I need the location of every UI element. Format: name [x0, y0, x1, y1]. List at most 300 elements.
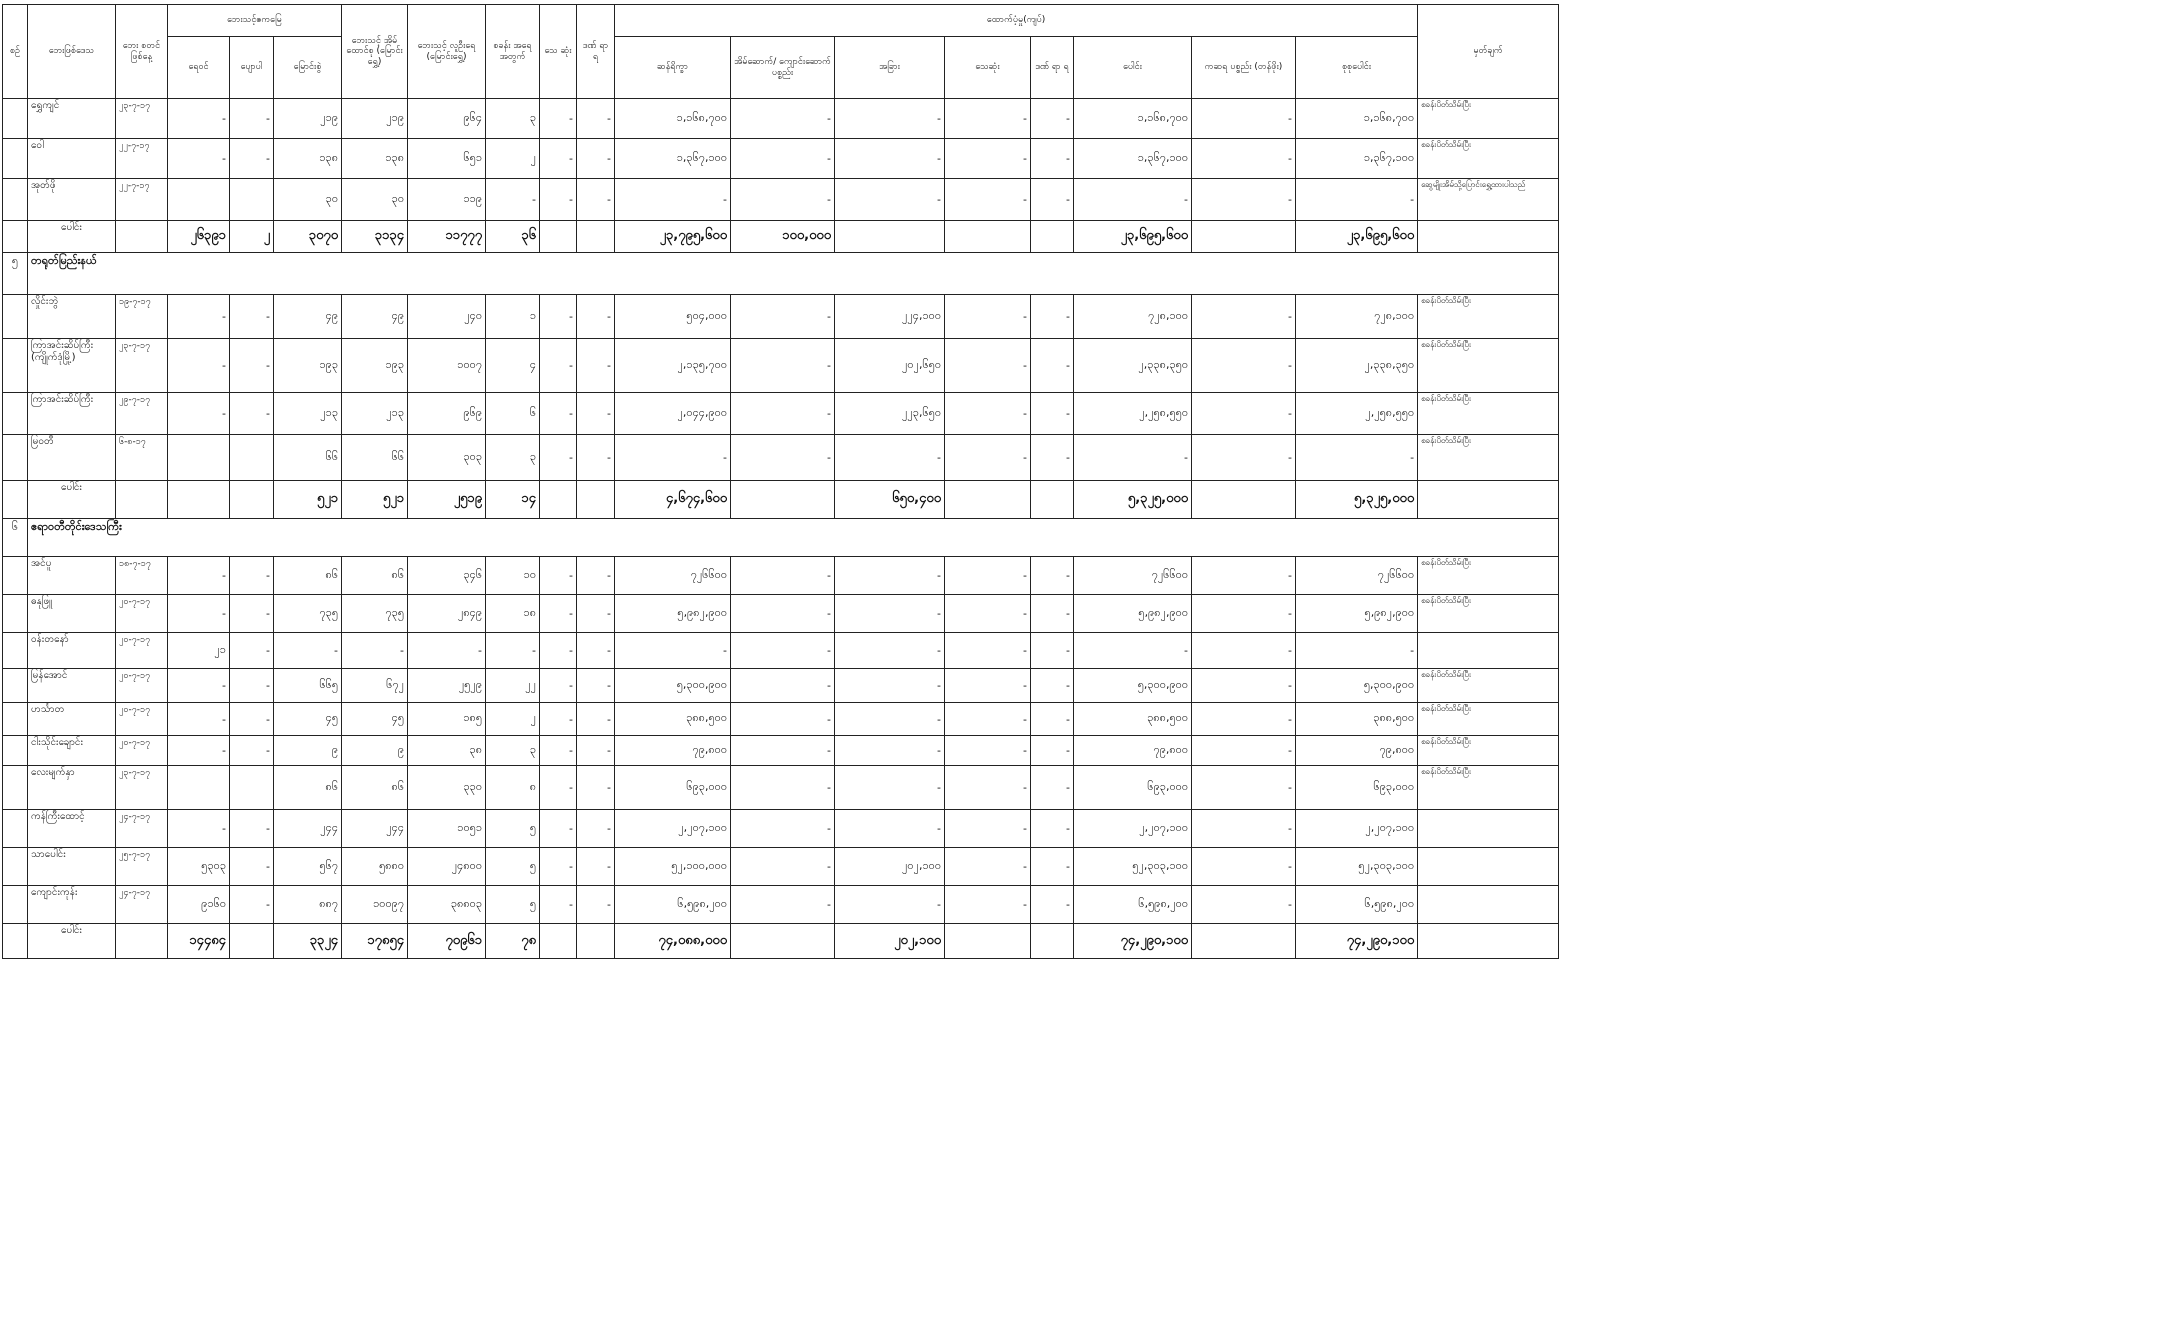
table-row: [3, 557, 1559, 595]
total-row: [3, 924, 1559, 959]
total-label: ပေါင်း: [28, 924, 116, 959]
cell-paddy: [168, 435, 230, 481]
total-row: [3, 481, 1559, 519]
cell-hh: ၈၆: [342, 557, 408, 595]
remarks: စခန်းပိတ်သိမ်းပြီး: [1418, 669, 1559, 703]
cell-mixed: ၈၈၇: [274, 886, 342, 924]
row-number-cell: [3, 736, 28, 766]
total-med: [945, 221, 1031, 253]
cell-camps: ၃: [486, 99, 540, 139]
remarks: [1418, 633, 1559, 669]
total-row: [3, 221, 1559, 253]
cell-goods: -: [1192, 633, 1296, 669]
total-remarks: [1418, 481, 1559, 519]
cell-injury: -: [1031, 633, 1074, 669]
cell-mixed: ၁၉၃: [274, 339, 342, 393]
total-grand: ၂၃,၆၉၅,၆၀၀: [1296, 221, 1418, 253]
start-date: ၆-၈-၁၇: [116, 435, 168, 481]
cell-house: -: [731, 810, 835, 848]
cell-cash: -: [615, 179, 731, 221]
cell-camps: ၁၈: [486, 595, 540, 633]
cell-missing: -: [577, 703, 615, 736]
total-goods: [1192, 481, 1296, 519]
cell-injury: -: [1031, 99, 1074, 139]
cell-med: -: [945, 179, 1031, 221]
cell-grand: -: [1296, 179, 1418, 221]
start-date: ၂၃-၇-၁၇: [116, 766, 168, 810]
total-remarks: [1418, 221, 1559, 253]
cell-cash: ၅၀၄,၀၀၀: [615, 295, 731, 339]
area-name: မြဝတီ: [28, 435, 116, 481]
table-row: [3, 810, 1559, 848]
total-label: ပေါင်း: [28, 481, 116, 519]
total-cash: ၇၄,၀၈၈,၀၀၀: [615, 924, 731, 959]
cell-cash: ၂,၁၃၅,၇၀၀: [615, 339, 731, 393]
cell-camps: ၄: [486, 339, 540, 393]
table-row: [3, 703, 1559, 736]
cell-dead: -: [540, 848, 577, 886]
cell-dead: -: [540, 179, 577, 221]
cell-mixed: ၂၁၃: [274, 393, 342, 435]
cell-grand: -: [1296, 633, 1418, 669]
cell-injury: -: [1031, 810, 1074, 848]
cell-grand: ၆,၅၉၈,၂၀၀: [1296, 886, 1418, 924]
cell-paddy: -: [168, 703, 230, 736]
total-date-cell: [116, 924, 168, 959]
start-date: ၁၉-၇-၁၇: [116, 295, 168, 339]
total-cash: ၄,၆၇၄,၆၀၀: [615, 481, 731, 519]
row-number-cell: [3, 139, 28, 179]
cell-other: ၂၂၄,၁၀၀: [835, 295, 945, 339]
cell-paddy: -: [168, 736, 230, 766]
cell-mixed: ၆၆: [274, 435, 342, 481]
cell-paddy: ၅၃၀၃: [168, 848, 230, 886]
cell-dead: -: [540, 139, 577, 179]
total-pp: ၁၁၇၇၇: [408, 221, 486, 253]
start-date: ၂၀-၇-၁၇: [116, 703, 168, 736]
cell-sesame: -: [230, 703, 274, 736]
col-group-aid: ထောက်ပံ့မှု(ကျပ်): [615, 5, 1418, 37]
total-other: ၆၅၀,၄၀၀: [835, 481, 945, 519]
cell-goods: -: [1192, 766, 1296, 810]
cell-total: -: [1074, 179, 1192, 221]
cell-hh: ၇၃၅: [342, 595, 408, 633]
cell-other: -: [835, 557, 945, 595]
table-row: [3, 848, 1559, 886]
cell-other: -: [835, 179, 945, 221]
cell-missing: -: [577, 886, 615, 924]
col-house: အိမ်ဆောက်/ ကျောင်းဆောက် ပစ္စည်း: [731, 37, 835, 99]
cell-med: -: [945, 766, 1031, 810]
cell-mixed: ၁၃၈: [274, 139, 342, 179]
cell-hh: ၄၅: [342, 703, 408, 736]
cell-hh: ၂၁၃: [342, 393, 408, 435]
cell-camps: ၃: [486, 736, 540, 766]
table-row: [3, 595, 1559, 633]
col-dead: သေ ဆုံး: [540, 5, 577, 99]
cell-hh: ၂၄၄: [342, 810, 408, 848]
cell-injury: -: [1031, 595, 1074, 633]
total-missing: [577, 481, 615, 519]
total-grand: ၅,၃၂၅,၀၀၀: [1296, 481, 1418, 519]
col-date: ဘေး စတင် ဖြစ်နေ့: [116, 5, 168, 99]
cell-camps: ၅: [486, 886, 540, 924]
col-missing: ဒဏ် ရာ ရ: [577, 5, 615, 99]
cell-total: ၁,၃၆၇,၁၀၀: [1074, 139, 1192, 179]
col-goods: ကဆရ ပစ္စည်း (တန်ဖိုး): [1192, 37, 1296, 99]
total-mixed: ၃၀၇၀: [274, 221, 342, 253]
start-date: ၂၀-၇-၁၇: [116, 595, 168, 633]
cell-injury: -: [1031, 435, 1074, 481]
cell-sesame: [230, 766, 274, 810]
total-label: ပေါင်း: [28, 221, 116, 253]
table-row: [3, 736, 1559, 766]
cell-house: -: [731, 339, 835, 393]
section-row: [3, 519, 1559, 557]
cell-pp: ၃၈၈၀၃: [408, 886, 486, 924]
col-no: စဉ်: [3, 5, 28, 99]
row-number-cell: [3, 669, 28, 703]
cell-grand: ၃၈၈,၅၀၀: [1296, 703, 1418, 736]
cell-paddy: [168, 766, 230, 810]
table-row: [3, 295, 1559, 339]
cell-other: -: [835, 595, 945, 633]
cell-other: -: [835, 766, 945, 810]
cell-mixed: ၆၆၅: [274, 669, 342, 703]
area-name: လှိုင်းဘွဲ: [28, 295, 116, 339]
cell-cash: ၅,၃၀၀,၉၀၀: [615, 669, 731, 703]
table-row: [3, 766, 1559, 810]
total-sesame: ၂: [230, 221, 274, 253]
cell-sesame: -: [230, 139, 274, 179]
row-number-cell: [3, 393, 28, 435]
cell-dead: -: [540, 557, 577, 595]
cell-dead: -: [540, 633, 577, 669]
area-name: ဝန်းတနော်: [28, 633, 116, 669]
cell-missing: -: [577, 139, 615, 179]
cell-goods: -: [1192, 139, 1296, 179]
cell-mixed: ၇၃၅: [274, 595, 342, 633]
cell-dead: -: [540, 810, 577, 848]
col-grand: စုစုပေါင်း: [1296, 37, 1418, 99]
section-title: တရုတ်မြည်းနယ်: [28, 253, 1559, 295]
cell-goods: -: [1192, 669, 1296, 703]
remarks: စခန်းပိတ်သိမ်းပြီး: [1418, 557, 1559, 595]
cell-missing: -: [577, 633, 615, 669]
cell-cash: ၆,၅၉၈,၂၀၀: [615, 886, 731, 924]
row-number-cell: [3, 886, 28, 924]
cell-house: -: [731, 179, 835, 221]
total-injury: [1031, 481, 1074, 519]
cell-camps: ၁: [486, 295, 540, 339]
cell-hh: ၄၉: [342, 295, 408, 339]
cell-med: -: [945, 557, 1031, 595]
cell-other: -: [835, 633, 945, 669]
cell-pp: ၂၄၀: [408, 295, 486, 339]
cell-camps: ၃: [486, 435, 540, 481]
total-missing: [577, 924, 615, 959]
cell-cash: ၅,၉၈၂,၉၀၀: [615, 595, 731, 633]
start-date: ၂၂-၇-၁၇: [116, 179, 168, 221]
cell-house: -: [731, 703, 835, 736]
cell-mixed: ၈၆: [274, 557, 342, 595]
cell-camps: ၅: [486, 848, 540, 886]
cell-goods: -: [1192, 179, 1296, 221]
col-sesame: ပျောပါ: [230, 37, 274, 99]
total-med: [945, 481, 1031, 519]
total-grand: ၇၄,၂၉၀,၁၀၀: [1296, 924, 1418, 959]
area-name: ကြာအင်းဆိပ်ကြီး (ကျိုက်ဒုံမြို့): [28, 339, 116, 393]
cell-cash: ၇၉,၈၀၀: [615, 736, 731, 766]
cell-pp: ၁၀၅၁: [408, 810, 486, 848]
cell-pp: ၃၄၆: [408, 557, 486, 595]
cell-missing: -: [577, 766, 615, 810]
cell-paddy: ၂၁: [168, 633, 230, 669]
cell-goods: -: [1192, 393, 1296, 435]
cell-mixed: ၈၆: [274, 766, 342, 810]
cell-goods: -: [1192, 703, 1296, 736]
cell-dead: -: [540, 669, 577, 703]
cell-med: -: [945, 339, 1031, 393]
remarks: စခန်းပိတ်သိမ်းပြီး: [1418, 295, 1559, 339]
remarks: စခန်းပိတ်သိမ်းပြီး: [1418, 139, 1559, 179]
start-date: ၂၀-၇-၁၇: [116, 633, 168, 669]
cell-med: -: [945, 139, 1031, 179]
cell-med: -: [945, 736, 1031, 766]
cell-house: -: [731, 595, 835, 633]
total-hh: ၃၁၃၄: [342, 221, 408, 253]
section-number: ၆: [3, 519, 28, 557]
cell-grand: ၇၉,၈၀၀: [1296, 736, 1418, 766]
row-number-cell: [3, 766, 28, 810]
cell-total: ၇၂၈,၁၀၀: [1074, 295, 1192, 339]
remarks: စခန်းပိတ်သိမ်းပြီး: [1418, 99, 1559, 139]
total-house: [731, 481, 835, 519]
remarks: စခန်းပိတ်သိမ်းပြီး: [1418, 703, 1559, 736]
cell-camps: -: [486, 633, 540, 669]
cell-paddy: -: [168, 393, 230, 435]
total-sesame: [230, 924, 274, 959]
cell-paddy: -: [168, 99, 230, 139]
total-pp: ၂၅၁၉: [408, 481, 486, 519]
cell-hh: ၆၇၂: [342, 669, 408, 703]
remarks: [1418, 810, 1559, 848]
cell-med: -: [945, 703, 1031, 736]
cell-cash: ၂,၀၄၄,၉၀၀: [615, 393, 731, 435]
row-number-cell: [3, 295, 28, 339]
cell-pp: ၉၆၉: [408, 393, 486, 435]
cell-pp: ၂၈၄၉: [408, 595, 486, 633]
cell-paddy: -: [168, 669, 230, 703]
cell-hh: ၉: [342, 736, 408, 766]
table-row: [3, 669, 1559, 703]
cell-other: -: [835, 810, 945, 848]
cell-hh: ၁၃၈: [342, 139, 408, 179]
total-injury: [1031, 924, 1074, 959]
total-dead: [540, 924, 577, 959]
section-row: [3, 253, 1559, 295]
total-house: [731, 924, 835, 959]
area-name: ဝေါ: [28, 139, 116, 179]
cell-dead: -: [540, 886, 577, 924]
area-name: အုတ်ဖို: [28, 179, 116, 221]
cell-grand: ၅,၉၈၂,၉၀၀: [1296, 595, 1418, 633]
total-other: ၂၀၂,၁၀၀: [835, 924, 945, 959]
cell-other: -: [835, 703, 945, 736]
remarks: [1418, 848, 1559, 886]
disaster-report-table: [2, 4, 1559, 959]
cell-dead: -: [540, 393, 577, 435]
cell-hh: ၈၆: [342, 766, 408, 810]
cell-goods: -: [1192, 557, 1296, 595]
cell-med: -: [945, 595, 1031, 633]
cell-paddy: [168, 179, 230, 221]
cell-mixed: ၉: [274, 736, 342, 766]
cell-missing: -: [577, 595, 615, 633]
total-paddy: ၂၆၃၉၁: [168, 221, 230, 253]
cell-hh: ၆၆: [342, 435, 408, 481]
cell-missing: -: [577, 848, 615, 886]
cell-total: ၆၉၃,၀၀၀: [1074, 766, 1192, 810]
cell-house: -: [731, 557, 835, 595]
cell-pp: ၁၈၅: [408, 703, 486, 736]
cell-missing: -: [577, 295, 615, 339]
cell-grand: ၂,၂၅၈,၅၅၀: [1296, 393, 1418, 435]
total-sesame: [230, 481, 274, 519]
cell-dead: -: [540, 703, 577, 736]
start-date: ၂၅-၇-၁၇: [116, 848, 168, 886]
cell-injury: -: [1031, 886, 1074, 924]
cell-goods: -: [1192, 886, 1296, 924]
col-camps: စခန်း အရေ အတွက်: [486, 5, 540, 99]
cell-other: ၂၀၂,၆၅၀: [835, 339, 945, 393]
cell-dead: -: [540, 99, 577, 139]
col-med: သေဆုံး: [945, 37, 1031, 99]
cell-goods: -: [1192, 99, 1296, 139]
cell-sesame: -: [230, 633, 274, 669]
cell-sesame: [230, 435, 274, 481]
cell-paddy: -: [168, 810, 230, 848]
cell-missing: -: [577, 339, 615, 393]
cell-hh: ၁၉၃: [342, 339, 408, 393]
cell-med: -: [945, 810, 1031, 848]
cell-injury: -: [1031, 295, 1074, 339]
cell-mixed: ၂၁၉: [274, 99, 342, 139]
cell-mixed: -: [274, 633, 342, 669]
row-number-cell: [3, 848, 28, 886]
cell-missing: -: [577, 179, 615, 221]
cell-sesame: [230, 179, 274, 221]
cell-injury: -: [1031, 179, 1074, 221]
cell-dead: -: [540, 766, 577, 810]
cell-pp: ၂၅၂၉: [408, 669, 486, 703]
cell-injury: -: [1031, 393, 1074, 435]
col-people: ဘေးသင့် လူဦးရေ (မြောင်းရွှေ့): [408, 5, 486, 99]
total-camps: ၁၄: [486, 481, 540, 519]
cell-house: -: [731, 139, 835, 179]
cell-hh: ၅၈၈၀: [342, 848, 408, 886]
total-total: ၅,၃၂၅,၀၀၀: [1074, 481, 1192, 519]
cell-paddy: -: [168, 139, 230, 179]
table-row: [3, 179, 1559, 221]
total-paddy: [168, 481, 230, 519]
total-missing: [577, 221, 615, 253]
total-number-cell: [3, 924, 28, 959]
cell-cash: ၁,၁၆၈,၇၀၀: [615, 99, 731, 139]
row-number-cell: [3, 810, 28, 848]
total-total: ၂၃,၆၉၅,၆၀၀: [1074, 221, 1192, 253]
total-goods: [1192, 221, 1296, 253]
cell-med: -: [945, 393, 1031, 435]
start-date: ၂၃-၇-၁၇: [116, 339, 168, 393]
area-name: သာပေါင်း: [28, 848, 116, 886]
cell-paddy: -: [168, 339, 230, 393]
cell-injury: -: [1031, 736, 1074, 766]
cell-missing: -: [577, 810, 615, 848]
cell-house: -: [731, 633, 835, 669]
total-med: [945, 924, 1031, 959]
area-name: ဓနုဖြူ: [28, 595, 116, 633]
col-other: အခြား: [835, 37, 945, 99]
cell-paddy: -: [168, 557, 230, 595]
cell-pp: ၃၀၃: [408, 435, 486, 481]
cell-mixed: ၄၉: [274, 295, 342, 339]
cell-injury: -: [1031, 557, 1074, 595]
total-cash: ၂၃,၇၉၅,၆၀၀: [615, 221, 731, 253]
cell-hh: ၁၀၀၉၇: [342, 886, 408, 924]
cell-cash: -: [615, 633, 731, 669]
cell-goods: -: [1192, 595, 1296, 633]
cell-house: -: [731, 99, 835, 139]
cell-paddy: -: [168, 595, 230, 633]
start-date: ၂၂-၇-၁၇: [116, 139, 168, 179]
cell-camps: ၁၀: [486, 557, 540, 595]
cell-injury: -: [1031, 339, 1074, 393]
col-mixed: မြောင်းစွဲ: [274, 37, 342, 99]
cell-camps: ၂: [486, 703, 540, 736]
cell-other: -: [835, 139, 945, 179]
cell-injury: -: [1031, 703, 1074, 736]
table-body: [3, 99, 1559, 959]
cell-cash: ၅၂,၁၀၀,၀၀၀: [615, 848, 731, 886]
cell-grand: ၂,၃၃၈,၃၅၀: [1296, 339, 1418, 393]
cell-other: -: [835, 669, 945, 703]
cell-paddy: -: [168, 295, 230, 339]
total-camps: ၇၈: [486, 924, 540, 959]
cell-total: -: [1074, 435, 1192, 481]
cell-sesame: -: [230, 736, 274, 766]
total-goods: [1192, 924, 1296, 959]
start-date: ၂၄-၇-၁၇: [116, 810, 168, 848]
total-paddy: ၁၄၄၈၄: [168, 924, 230, 959]
remarks: စခန်းပိတ်သိမ်းပြီး: [1418, 736, 1559, 766]
cell-med: -: [945, 848, 1031, 886]
table-row: [3, 633, 1559, 669]
cell-cash: ၆၉၃,၀၀၀: [615, 766, 731, 810]
row-number-cell: [3, 595, 28, 633]
table-row: [3, 139, 1559, 179]
area-name: ရွှေကျင်: [28, 99, 116, 139]
cell-other: -: [835, 886, 945, 924]
row-number-cell: [3, 179, 28, 221]
start-date: ၂၉-၇-၁၇: [116, 393, 168, 435]
cell-missing: -: [577, 557, 615, 595]
cell-injury: -: [1031, 766, 1074, 810]
cell-missing: -: [577, 435, 615, 481]
remarks: စခန်းပိတ်သိမ်းပြီး: [1418, 766, 1559, 810]
col-area: ဘေးဖြစ်ဒေသ: [28, 5, 116, 99]
total-other: [835, 221, 945, 253]
